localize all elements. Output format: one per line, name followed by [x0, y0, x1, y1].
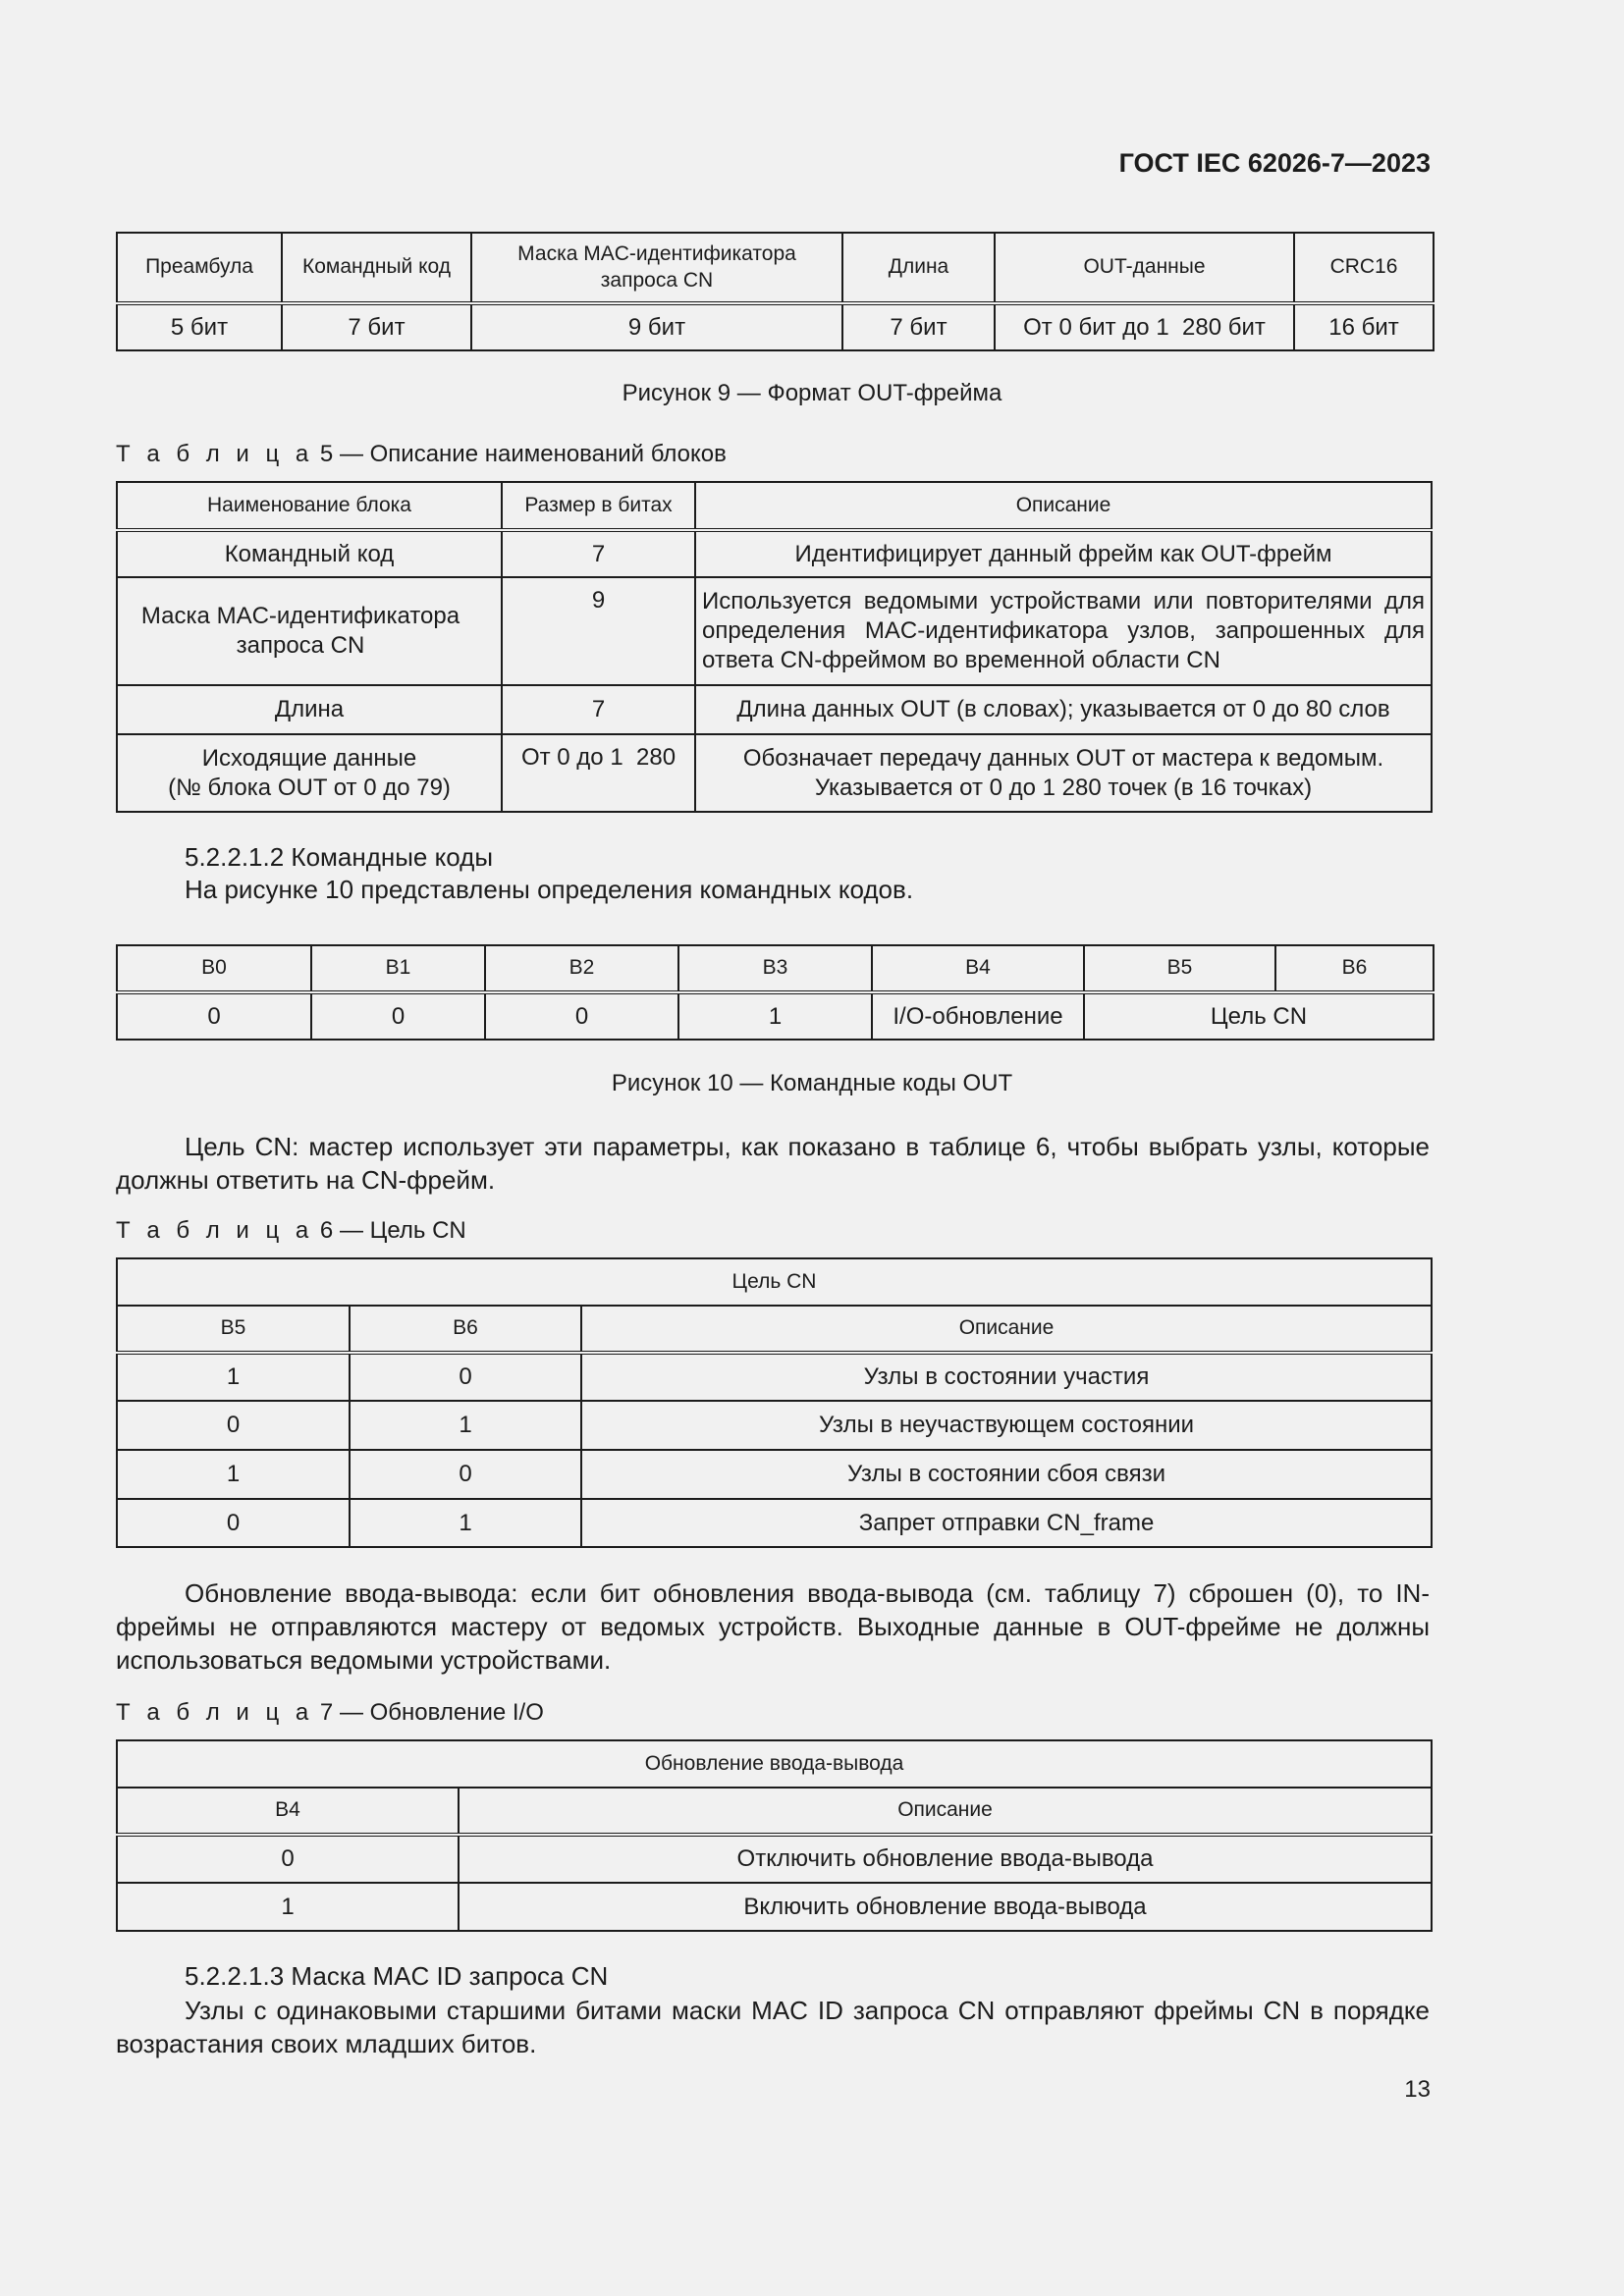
- fig9-value-command-code: 7 бит: [282, 303, 471, 350]
- table5-header-size: Размер в битах: [502, 482, 695, 530]
- table6-row4-b5: 0: [117, 1499, 350, 1547]
- fig9-value-out-data: От 0 бит до 1 280 бит: [995, 303, 1294, 350]
- table5-row3-size: 7: [502, 685, 695, 734]
- table-row: [117, 1401, 1432, 1450]
- table5-row4-desc: Обозначает передачу данных OUT от мастера к ведомым. Указывается от 0 до 1 280 точек (в 16 точках): [695, 734, 1432, 812]
- table-row: [117, 1835, 1432, 1883]
- table7-row1-b4: 0: [117, 1835, 459, 1883]
- table-row: [117, 1450, 1432, 1499]
- table6-caption: Т а б л и ц а 6 — Цель CN: [116, 1217, 466, 1244]
- fig9-value-preamble: 5 бит: [117, 303, 282, 350]
- fig9-header-out-data: OUT-данные: [995, 233, 1294, 303]
- table7: [116, 1739, 1433, 1932]
- fig9-header-crc16: CRC16: [1294, 233, 1434, 303]
- table6-row4-desc: Запрет отправки CN_frame: [581, 1499, 1432, 1547]
- table5-row2-desc: Используется ведомыми устройствами или повторителями для определения MAC-идентификатора узлов, запрошенных для ответа CN-фреймом во временной области CN: [695, 577, 1432, 685]
- table6-header-description: Описание: [581, 1306, 1432, 1353]
- table7-caption: Т а б л и ц а 7 — Обновление I/O: [116, 1699, 544, 1726]
- table6-group-header: Цель CN: [117, 1258, 1432, 1306]
- fig10-header-b0: B0: [117, 945, 311, 992]
- table6-row1-desc: Узлы в состоянии участия: [581, 1353, 1432, 1401]
- table6: [116, 1257, 1433, 1548]
- figure10-table: [116, 944, 1435, 1041]
- table5-row3-name: Длина: [117, 685, 502, 734]
- fig10-value-b1: 0: [311, 992, 485, 1040]
- paragraph-cn-target: Цель CN: мастер использует эти параметры, как показано в таблице 6, чтобы выбрать узлы, которые должны ответить на CN-фрейм.: [116, 1132, 1430, 1195]
- table-row: [117, 530, 1432, 577]
- figure9-table: [116, 232, 1435, 351]
- table6-row1-b6: 0: [350, 1353, 581, 1401]
- figure10-caption: Рисунок 10 — Командные коды OUT: [611, 1070, 1013, 1096]
- fig10-value-b0: 0: [117, 992, 311, 1040]
- fig10-value-b3: 1: [678, 992, 872, 1040]
- fig10-value-b4: I/O-обновление: [872, 992, 1084, 1040]
- standard-number: ГОСТ IEC 62026-7—2023: [1118, 148, 1431, 178]
- fig10-header-b4: B4: [872, 945, 1084, 992]
- paragraph-io-update: Обновление ввода-вывода: если бит обновления ввода-вывода (см. таблицу 7) сброшен (0), то IN-фреймы не отправляются мастеру от ведомых устройств. Выходные данные в OUT-фрейме не должны использоваться ведомыми устройствами.: [116, 1578, 1430, 1675]
- page-number: 13: [1404, 2076, 1431, 2103]
- fig9-value-length: 7 бит: [842, 303, 995, 350]
- table6-row3-b6: 0: [350, 1450, 581, 1499]
- table6-row1-b5: 1: [117, 1353, 350, 1401]
- table6-row4-b6: 1: [350, 1499, 581, 1547]
- table-row: [117, 1499, 1432, 1547]
- table-row: [117, 685, 1432, 734]
- fig10-header-b5: B5: [1084, 945, 1275, 992]
- table5-row2-size: 9: [502, 577, 695, 685]
- fig9-value-crc16: 16 бит: [1294, 303, 1434, 350]
- table7-row2-desc: Включить обновление ввода-вывода: [459, 1883, 1432, 1931]
- table5-header-name: Наименование блока: [117, 482, 502, 530]
- table6-header-b6: B6: [350, 1306, 581, 1353]
- table-row: [117, 577, 1432, 685]
- table-row: [117, 734, 1432, 812]
- table6-row3-b5: 1: [117, 1450, 350, 1499]
- table-row: [117, 1353, 1432, 1401]
- table-row: [117, 1883, 1432, 1931]
- table6-row2-b5: 0: [117, 1401, 350, 1450]
- fig10-header-b3: B3: [678, 945, 872, 992]
- table6-row3-desc: Узлы в состоянии сбоя связи: [581, 1450, 1432, 1499]
- fig9-header-preamble: Преамбула: [117, 233, 282, 303]
- table5-row2-name: Маска MAC-идентификатора запроса CN: [117, 577, 502, 685]
- fig10-header-b2: B2: [485, 945, 678, 992]
- section-5-2-2-1-2-heading: 5.2.2.1.2 Командные коды: [185, 842, 494, 872]
- fig9-value-mac-mask: 9 бит: [471, 303, 842, 350]
- fig10-value-b5-b6: Цель CN: [1084, 992, 1434, 1040]
- figure9-caption: Рисунок 9 — Формат OUT-фрейма: [622, 380, 1002, 406]
- table7-group-header: Обновление ввода-вывода: [117, 1740, 1432, 1788]
- table5-caption: Т а б л и ц а 5 — Описание наименований блоков: [116, 441, 727, 467]
- table5-row1-desc: Идентифицирует данный фрейм как OUT-фрейм: [695, 530, 1432, 577]
- table7-row2-b4: 1: [117, 1883, 459, 1931]
- table5: [116, 481, 1433, 813]
- table5-row4-name: Исходящие данные (№ блока OUT от 0 до 79): [117, 734, 502, 812]
- table5-header-description: Описание: [695, 482, 1432, 530]
- table5-row4-size: От 0 до 1 280: [502, 734, 695, 812]
- fig10-header-b1: B1: [311, 945, 485, 992]
- section-5-2-2-1-3-heading: 5.2.2.1.3 Маска MAC ID запроса CN: [185, 1961, 609, 1991]
- section-5-2-2-1-3-text: Узлы с одинаковыми старшими битами маски MAC ID запроса CN отправляют фреймы CN в порядке возрастания своих младших битов.: [116, 1996, 1430, 2058]
- table5-row1-name: Командный код: [117, 530, 502, 577]
- table5-row3-desc: Длина данных OUT (в словах); указывается от 0 до 80 слов: [695, 685, 1432, 734]
- fig10-header-b6: B6: [1275, 945, 1434, 992]
- table7-row1-desc: Отключить обновление ввода-вывода: [459, 1835, 1432, 1883]
- table7-header-b4: B4: [117, 1788, 459, 1835]
- fig9-header-command-code: Командный код: [282, 233, 471, 303]
- table6-row2-b6: 1: [350, 1401, 581, 1450]
- fig10-value-b2: 0: [485, 992, 678, 1040]
- table6-row2-desc: Узлы в неучаствующем состоянии: [581, 1401, 1432, 1450]
- table7-header-description: Описание: [459, 1788, 1432, 1835]
- section-5-2-2-1-2-text: На рисунке 10 представлены определения командных кодов.: [185, 875, 914, 904]
- table6-header-b5: B5: [117, 1306, 350, 1353]
- fig9-header-length: Длина: [842, 233, 995, 303]
- table5-row1-size: 7: [502, 530, 695, 577]
- fig9-header-mac-mask: Маска MAC-идентификатора запроса CN: [471, 233, 842, 303]
